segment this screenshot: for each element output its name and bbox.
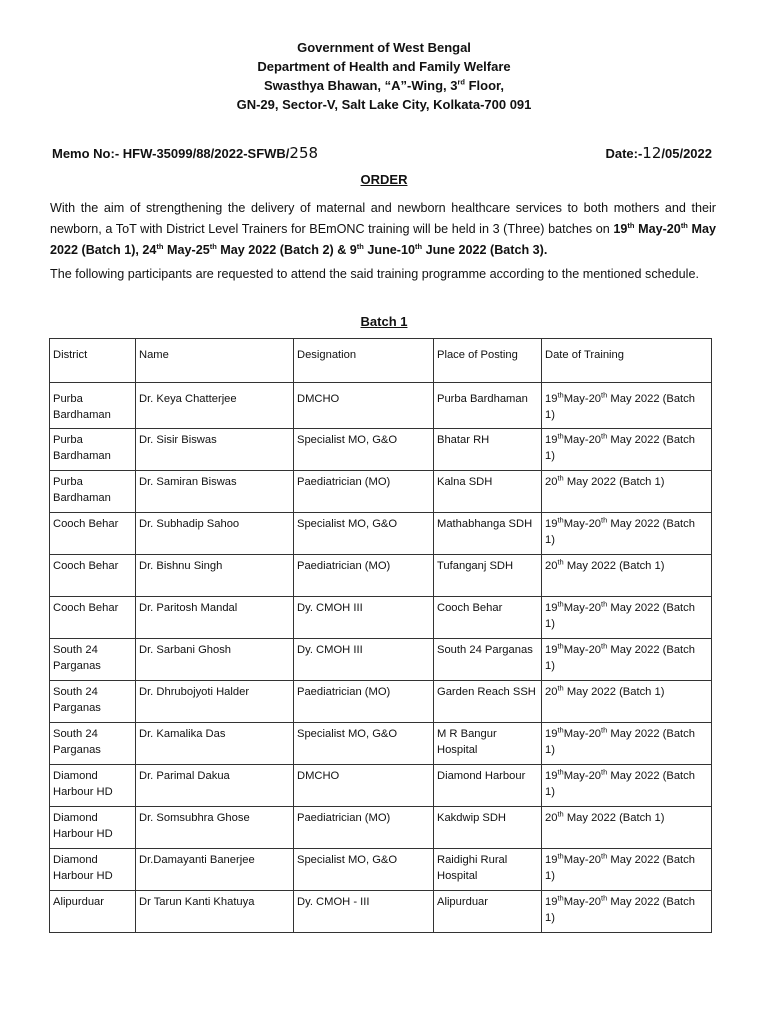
cell-name: Dr. Kamalika Das [136, 723, 294, 765]
table-row [50, 723, 712, 765]
cell-name: Dr. Parimal Dakua [136, 765, 294, 807]
cell-designation: Paediatrician (MO) [294, 681, 434, 723]
cell-place: Kakdwip SDH [434, 807, 542, 849]
cell-place: Kalna SDH [434, 471, 542, 513]
cell-name: Dr. Paritosh Mandal [136, 597, 294, 639]
cell-name: Dr. Keya Chatterjee [136, 383, 294, 429]
cell-district: Purba Bardhaman [50, 383, 136, 429]
cell-designation: Specialist MO, G&O [294, 513, 434, 555]
cell-place: Purba Bardhaman [434, 383, 542, 429]
cell-place: Tufanganj SDH [434, 555, 542, 597]
cell-date: 20th May 2022 (Batch 1) [542, 807, 712, 849]
header-govt: Government of West Bengal [297, 40, 471, 55]
cell-district: Diamond Harbour HD [50, 765, 136, 807]
table-row [50, 597, 712, 639]
cell-district: Purba Bardhaman [50, 429, 136, 471]
memo-date: Date:-12/05/2022 [605, 144, 712, 162]
cell-name: Dr.Damayanti Banerjee [136, 849, 294, 891]
cell-name: Dr. Sarbani Ghosh [136, 639, 294, 681]
cell-district: Cooch Behar [50, 513, 136, 555]
cell-date: 19thMay-20th May 2022 (Batch 1) [542, 639, 712, 681]
cell-designation: Paediatrician (MO) [294, 471, 434, 513]
handwritten-date-day: 12 [642, 144, 662, 162]
table-row [50, 555, 712, 597]
participants-table [49, 338, 712, 933]
batch-title: Batch 1 [360, 314, 408, 329]
cell-place: Bhatar RH [434, 429, 542, 471]
cell-name: Dr. Dhrubojyoti Halder [136, 681, 294, 723]
cell-place: Mathabhanga SDH [434, 513, 542, 555]
cell-place: Garden Reach SSH [434, 681, 542, 723]
memo-number: Memo No:- HFW-35099/88/2022-SFWB/258 [52, 144, 319, 162]
cell-place: Cooch Behar [434, 597, 542, 639]
cell-date: 19thMay-20th May 2022 (Batch 1) [542, 429, 712, 471]
cell-district: Cooch Behar [50, 555, 136, 597]
cell-date: 19thMay-20th May 2022 (Batch 1) [542, 723, 712, 765]
cell-place: South 24 Parganas [434, 639, 542, 681]
cell-district: Diamond Harbour HD [50, 849, 136, 891]
cell-date: 19thMay-20th May 2022 (Batch 1) [542, 513, 712, 555]
header-address-line1: Swasthya Bhawan, “A”-Wing, 3rd Floor, [264, 77, 504, 93]
cell-place: M R Bangur Hospital [434, 723, 542, 765]
cell-name: Dr. Samiran Biswas [136, 471, 294, 513]
header-address-line2: GN-29, Sector-V, Salt Lake City, Kolkata-700 091 [236, 97, 532, 112]
handwritten-memo-number: 258 [289, 144, 319, 162]
cell-designation: Dy. CMOH - III [294, 891, 434, 933]
cell-date: 20th May 2022 (Batch 1) [542, 471, 712, 513]
cell-name: Dr Tarun Kanti Khatuya [136, 891, 294, 933]
table-row [50, 471, 712, 513]
column-header-date: Date of Training [542, 339, 712, 383]
cell-district: South 24 Parganas [50, 639, 136, 681]
column-header-place: Place of Posting [434, 339, 542, 383]
cell-designation: Paediatrician (MO) [294, 807, 434, 849]
column-header-designation: Designation [294, 339, 434, 383]
cell-district: South 24 Parganas [50, 681, 136, 723]
cell-designation: Dy. CMOH III [294, 639, 434, 681]
cell-date: 19thMay-20th May 2022 (Batch 1) [542, 849, 712, 891]
intro-paragraph: With the aim of strengthening the delivery of maternal and newborn healthcare services to both mothers and their newborn, a ToT with District Level Trainers for BEmONC training will be held in 3 (Three) batches on 19th May-20th May 2022 (Batch 1), 24th May-25th May 2022 (Batch 2) & 9th June-10th June 2022 (Batch 3). [50, 201, 717, 257]
letterhead [0, 38, 768, 114]
cell-designation: Specialist MO, G&O [294, 429, 434, 471]
cell-date: 20th May 2022 (Batch 1) [542, 681, 712, 723]
cell-place: Raidighi Rural Hospital [434, 849, 542, 891]
column-header-name: Name [136, 339, 294, 383]
cell-date: 20th May 2022 (Batch 1) [542, 555, 712, 597]
column-header-district: District [50, 339, 136, 383]
cell-date: 19thMay-20th May 2022 (Batch 1) [542, 765, 712, 807]
cell-name: Dr. Bishnu Singh [136, 555, 294, 597]
cell-date: 19thMay-20th May 2022 (Batch 1) [542, 383, 712, 429]
cell-designation: DMCHO [294, 383, 434, 429]
table-row [50, 681, 712, 723]
cell-district: Diamond Harbour HD [50, 807, 136, 849]
table-row [50, 807, 712, 849]
header-department: Department of Health and Family Welfare [257, 59, 511, 74]
table-row [50, 891, 712, 933]
table-row [50, 765, 712, 807]
table-header-row [50, 339, 712, 383]
table-row [50, 513, 712, 555]
cell-district: Purba Bardhaman [50, 471, 136, 513]
cell-place: Alipurduar [434, 891, 542, 933]
participants-paragraph: The following participants are requested to attend the said training programme according to the mentioned schedule. [50, 267, 699, 281]
cell-name: Dr. Sisir Biswas [136, 429, 294, 471]
cell-designation: Dy. CMOH III [294, 597, 434, 639]
cell-designation: DMCHO [294, 765, 434, 807]
table-row [50, 429, 712, 471]
cell-district: Alipurduar [50, 891, 136, 933]
cell-name: Dr. Somsubhra Ghose [136, 807, 294, 849]
cell-designation: Specialist MO, G&O [294, 849, 434, 891]
cell-date: 19thMay-20th May 2022 (Batch 1) [542, 597, 712, 639]
cell-place: Diamond Harbour [434, 765, 542, 807]
table-row [50, 639, 712, 681]
cell-district: South 24 Parganas [50, 723, 136, 765]
cell-designation: Specialist MO, G&O [294, 723, 434, 765]
table-row [50, 383, 712, 429]
order-title: ORDER [360, 172, 408, 187]
cell-name: Dr. Subhadip Sahoo [136, 513, 294, 555]
cell-date: 19thMay-20th May 2022 (Batch 1) [542, 891, 712, 933]
cell-designation: Paediatrician (MO) [294, 555, 434, 597]
cell-district: Cooch Behar [50, 597, 136, 639]
table-row [50, 849, 712, 891]
